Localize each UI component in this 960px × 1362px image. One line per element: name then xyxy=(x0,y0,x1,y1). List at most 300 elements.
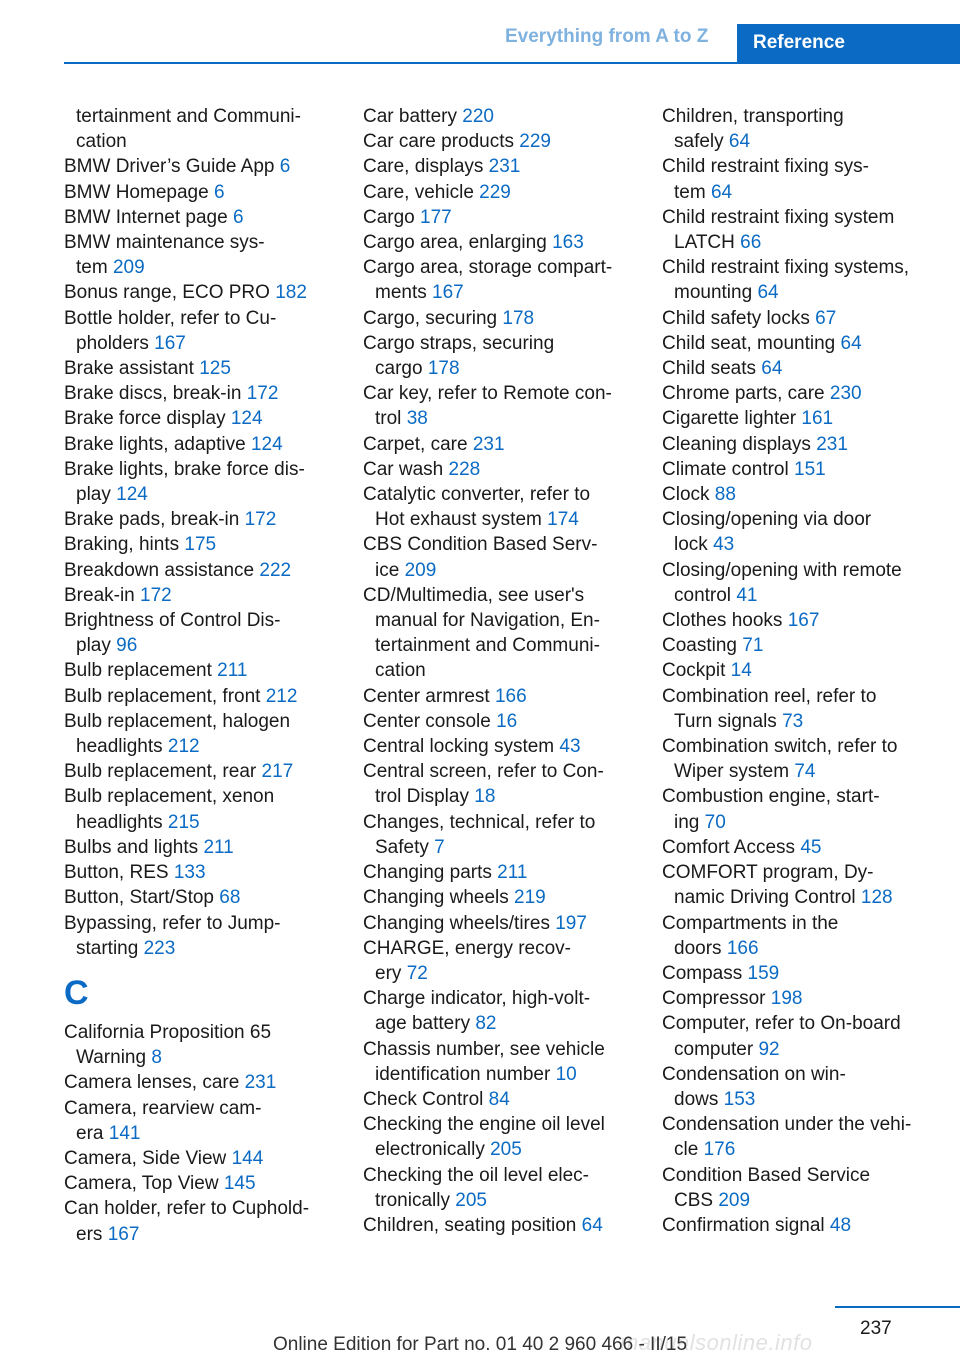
index-entry xyxy=(662,911,932,961)
page-reference-link[interactable]: 211 xyxy=(217,660,248,682)
index-entry-text: Changing wheels xyxy=(363,887,509,909)
page-reference-link[interactable]: 209 xyxy=(404,559,437,581)
page-reference-link[interactable]: 198 xyxy=(770,988,803,1010)
page-reference-link[interactable]: 231 xyxy=(472,433,505,455)
page-reference-link[interactable]: 43 xyxy=(713,534,735,556)
page-reference-link[interactable]: 182 xyxy=(275,282,307,304)
index-entry xyxy=(363,885,633,910)
index-entry xyxy=(662,608,932,633)
index-entry-text: Child restraint fixing systems, xyxy=(662,257,910,279)
page-reference-link[interactable]: 64 xyxy=(710,181,733,203)
page-reference-link[interactable]: 38 xyxy=(406,408,428,430)
index-entry-text: Bulb replacement xyxy=(64,660,212,682)
index-entry-text: BMW Homepage xyxy=(64,181,209,203)
index-entry-text: manual for Navigation, En- xyxy=(375,610,600,632)
index-entry-text: ery xyxy=(375,962,402,984)
index-entry-text: ing xyxy=(674,811,700,833)
index-entry-text: cation xyxy=(76,131,127,153)
index-entry-text: headlights xyxy=(76,736,163,758)
index-entry-text: cargo xyxy=(375,358,423,380)
index-entry-text: Child seats xyxy=(662,358,756,380)
page-reference-link[interactable]: 64 xyxy=(761,358,783,380)
index-entry xyxy=(662,835,932,860)
index-entry-text: Catalytic converter, refer to xyxy=(363,484,591,506)
index-entry-text: Cockpit xyxy=(662,660,726,682)
index-entry-text: BMW maintenance sys- xyxy=(64,232,265,254)
index-entry-text: Coasting xyxy=(662,635,737,657)
page-reference-link[interactable]: 159 xyxy=(747,962,780,984)
page-reference-link[interactable]: 178 xyxy=(502,307,535,329)
index-entry-text: Charge indicator, high-volt- xyxy=(363,988,591,1010)
index-column-3 xyxy=(662,104,932,1238)
index-entry-text: Bulb replacement, front xyxy=(64,685,261,707)
index-entry xyxy=(662,1062,932,1112)
page-reference-link[interactable]: 68 xyxy=(219,887,241,909)
index-entry xyxy=(64,583,334,608)
index-entry-text: Closing/opening with remote xyxy=(662,559,902,581)
index-entry xyxy=(64,306,334,356)
header-reference-tab[interactable]: Reference xyxy=(737,24,960,62)
index-entry-text: Changing wheels/tires xyxy=(363,912,550,934)
page-reference-link[interactable]: 211 xyxy=(203,836,234,858)
index-entry xyxy=(64,1146,334,1171)
index-entry-text: lock xyxy=(674,534,708,556)
page-reference-link[interactable]: 70 xyxy=(704,811,726,833)
index-entry xyxy=(64,104,334,154)
page-reference-link[interactable]: 124 xyxy=(250,433,283,455)
index-entry-text: age battery xyxy=(375,1013,471,1035)
index-entry-text: Child safety locks xyxy=(662,307,810,329)
page-reference-link[interactable]: 176 xyxy=(703,1139,736,1161)
index-entry xyxy=(662,154,932,204)
index-entry-text: Camera lenses, care xyxy=(64,1072,240,1094)
index-entry-text: Carpet, care xyxy=(363,433,468,455)
index-entry-text: Bulbs and lights xyxy=(64,836,199,858)
index-entry xyxy=(64,180,334,205)
index-entry-text: Center console xyxy=(363,710,491,732)
index-entry-text: Cargo area, storage compart- xyxy=(363,257,613,279)
index-entry-text: Clock xyxy=(662,484,710,506)
page-reference-link[interactable]: 6 xyxy=(213,181,225,203)
index-entry-text: Hot exhaust system xyxy=(375,509,542,531)
index-entry-text: Car battery xyxy=(363,106,457,127)
page-reference-link[interactable]: 71 xyxy=(742,635,764,657)
page-reference-link[interactable]: 64 xyxy=(728,131,751,153)
index-entry xyxy=(662,406,932,431)
page-reference-link[interactable]: 124 xyxy=(116,484,148,506)
index-entry-text: ice xyxy=(375,559,400,581)
index-entry-text: Car key, refer to Remote con- xyxy=(363,383,612,405)
index-entry xyxy=(64,608,334,658)
index-entry-text: Compass xyxy=(662,962,743,984)
page-reference-link[interactable]: 172 xyxy=(246,383,279,405)
page-reference-link[interactable]: 16 xyxy=(496,710,518,732)
index-entry xyxy=(363,154,633,179)
index-entry xyxy=(363,331,633,381)
index-entry-text: dows xyxy=(674,1088,719,1110)
index-entry-text: trol Display xyxy=(375,786,469,808)
index-entry-text: Camera, Side View xyxy=(64,1147,227,1169)
page-header xyxy=(0,0,960,64)
page-number: 237 xyxy=(860,1318,892,1339)
page-reference-link[interactable]: 178 xyxy=(427,358,460,380)
page-reference-link[interactable]: 205 xyxy=(455,1189,487,1211)
page-reference-link[interactable]: 163 xyxy=(552,232,584,254)
index-entry-text: mounting xyxy=(674,282,753,304)
page-reference-link[interactable]: 145 xyxy=(223,1173,256,1195)
footer-edition: Online Edition for Part no. 01 40 2 960 466 - II/15 xyxy=(272,1334,688,1355)
index-entry xyxy=(64,911,334,961)
index-entry xyxy=(64,1096,334,1146)
index-entry xyxy=(64,860,334,885)
index-entry-text: Breakdown assistance xyxy=(64,559,255,581)
index-entry xyxy=(662,860,932,910)
index-entry-text: Wiper system xyxy=(674,761,790,783)
index-entry-text: tronically xyxy=(375,1189,450,1211)
index-entry xyxy=(64,1196,334,1246)
page-reference-link[interactable]: 174 xyxy=(547,509,579,531)
index-entry xyxy=(662,1213,932,1238)
index-entry xyxy=(662,986,932,1011)
index-entry xyxy=(662,306,932,331)
index-entry xyxy=(662,1163,932,1213)
index-entry-text: Bypassing, refer to Jump- xyxy=(64,912,281,934)
index-entry xyxy=(64,381,334,406)
index-entry-text: Brake assistant xyxy=(64,358,194,380)
index-entry-text: computer xyxy=(674,1038,754,1060)
page-reference-link[interactable]: 167 xyxy=(107,1223,140,1245)
page-reference-link[interactable]: 172 xyxy=(140,584,172,606)
index-entry-text: era xyxy=(76,1122,104,1144)
header-divider xyxy=(64,62,960,64)
page-reference-link[interactable]: 220 xyxy=(462,106,494,127)
index-entry-text: Turn signals xyxy=(674,710,777,732)
index-entry-text: Child restraint fixing system xyxy=(662,206,895,228)
index-entry-text: tertainment and Communi- xyxy=(375,635,600,657)
page-reference-link[interactable]: 231 xyxy=(488,156,521,178)
index-entry xyxy=(64,784,334,834)
page-reference-link[interactable]: 45 xyxy=(800,836,822,858)
index-entry xyxy=(64,658,334,683)
index-entry-text: Children, transporting xyxy=(662,106,844,127)
index-entry xyxy=(64,1171,334,1196)
index-entry-text: Braking, hints xyxy=(64,534,180,556)
index-entry-text: starting xyxy=(76,937,139,959)
index-entry-text: Camera, Top View xyxy=(64,1173,219,1195)
page-reference-link[interactable]: 231 xyxy=(816,433,848,455)
page-reference-link[interactable]: 177 xyxy=(420,206,452,228)
page-reference-link[interactable]: 141 xyxy=(108,1122,141,1144)
page-reference-link[interactable]: 230 xyxy=(829,383,862,405)
index-entry xyxy=(662,482,932,507)
index-entry xyxy=(363,734,633,759)
index-entry-text: Cargo xyxy=(363,206,415,228)
page-reference-link[interactable]: 151 xyxy=(794,458,826,480)
page-reference-link[interactable]: 64 xyxy=(581,1214,603,1236)
index-entry xyxy=(662,432,932,457)
index-entry-text: Brightness of Control Dis- xyxy=(64,610,281,632)
index-entry xyxy=(64,709,334,759)
page-reference-link[interactable]: 82 xyxy=(475,1013,497,1035)
index-entry-text: Bonus range, ECO PRO xyxy=(64,282,270,304)
page-reference-link[interactable]: 212 xyxy=(265,685,298,707)
index-entry-text: CD/Multimedia, see user's xyxy=(363,584,585,606)
page-reference-link[interactable]: 72 xyxy=(406,962,428,984)
index-entry xyxy=(662,331,932,356)
index-entry-text: Climate control xyxy=(662,458,789,480)
index-entry-text: Condition Based Service xyxy=(662,1164,871,1186)
index-entry-text: doors xyxy=(674,937,722,959)
index-entry xyxy=(363,1037,633,1087)
page-reference-link[interactable]: 167 xyxy=(432,282,464,304)
page-reference-link[interactable]: 215 xyxy=(167,811,200,833)
index-entry xyxy=(662,784,932,834)
index-entry-text: play xyxy=(76,635,111,657)
page-reference-link[interactable]: 64 xyxy=(840,332,862,354)
index-entry xyxy=(363,1163,633,1213)
index-column-1 xyxy=(64,104,334,1247)
index-entry-text: Brake force display xyxy=(64,408,226,430)
index-entry-text: ments xyxy=(375,282,427,304)
page-reference-link[interactable]: 197 xyxy=(555,912,587,934)
index-entry xyxy=(64,759,334,784)
index-entry xyxy=(64,154,334,179)
page-reference-link[interactable]: 209 xyxy=(718,1189,751,1211)
index-entry xyxy=(363,104,633,129)
index-entry-text: Check Control xyxy=(363,1088,484,1110)
page-reference-link[interactable]: 223 xyxy=(143,937,176,959)
index-entry-text: CBS Condition Based Serv- xyxy=(363,534,598,556)
index-entry xyxy=(363,255,633,305)
page-reference-link[interactable]: 6 xyxy=(232,206,244,228)
index-entry-text: trol xyxy=(375,408,402,430)
index-entry-text: Child seat, mounting xyxy=(662,332,836,354)
index-entry-text: Cargo area, enlarging xyxy=(363,232,547,254)
index-entry-text: Central screen, refer to Con- xyxy=(363,761,604,783)
page-reference-link[interactable]: 211 xyxy=(497,862,528,884)
index-entry-text: Center armrest xyxy=(363,685,490,707)
index-entry-text: Cargo straps, securing xyxy=(363,332,555,354)
index-entry xyxy=(363,684,633,709)
index-entry-text: tem xyxy=(674,181,706,203)
index-entry-text: Child restraint fixing sys- xyxy=(662,156,869,178)
index-entry xyxy=(363,936,633,986)
index-entry-text: Combination reel, refer to xyxy=(662,685,877,707)
index-entry xyxy=(64,205,334,230)
index-entry xyxy=(64,432,334,457)
index-entry xyxy=(662,104,932,154)
index-entry xyxy=(363,432,633,457)
index-entry-text: BMW Driver’s Guide App xyxy=(64,156,275,178)
index-entry xyxy=(363,709,633,734)
index-entry-text: Camera, rearview cam- xyxy=(64,1097,262,1119)
index-entry xyxy=(662,205,932,255)
index-entry-text: Bottle holder, refer to Cu- xyxy=(64,307,277,329)
index-entry xyxy=(662,255,932,305)
index-entry-text: Changes, technical, refer to xyxy=(363,811,596,833)
index-entry xyxy=(64,885,334,910)
index-entry-text: CBS xyxy=(674,1189,714,1211)
index-entry xyxy=(363,583,633,684)
index-entry-text: Car care products xyxy=(363,131,515,153)
index-entry-text: ers xyxy=(76,1223,103,1245)
index-entry xyxy=(363,986,633,1036)
page-reference-link[interactable]: 229 xyxy=(479,181,511,203)
page-reference-link[interactable]: 167 xyxy=(787,610,820,632)
index-entry xyxy=(363,911,633,936)
index-entry-text: California Proposition 65 xyxy=(64,1021,272,1043)
index-entry xyxy=(64,406,334,431)
page-reference-link[interactable]: 212 xyxy=(167,736,200,758)
index-entry xyxy=(64,356,334,381)
index-entry-text: Combustion engine, start- xyxy=(662,786,880,808)
index-entry xyxy=(363,532,633,582)
index-entry-text: headlights xyxy=(76,811,163,833)
index-entry xyxy=(363,180,633,205)
page-reference-link[interactable]: 166 xyxy=(494,685,527,707)
page-reference-link[interactable]: 66 xyxy=(740,232,762,254)
page-reference-link[interactable]: 133 xyxy=(173,862,206,884)
index-entry xyxy=(64,684,334,709)
page-reference-link[interactable]: 84 xyxy=(488,1088,510,1110)
page-reference-link[interactable]: 172 xyxy=(244,509,277,531)
index-entry xyxy=(363,457,633,482)
index-entry-text: Checking the engine oil level xyxy=(363,1114,605,1136)
page-reference-link[interactable]: 67 xyxy=(815,307,837,329)
index-entry xyxy=(363,306,633,331)
index-entry xyxy=(363,810,633,860)
page-reference-link[interactable]: 64 xyxy=(757,282,779,304)
page-reference-link[interactable]: 88 xyxy=(714,484,736,506)
index-entry-text: Compressor xyxy=(662,988,766,1010)
index-entry xyxy=(662,658,932,683)
page-reference-link[interactable]: 219 xyxy=(514,887,546,909)
page-reference-link[interactable]: 175 xyxy=(184,534,217,556)
index-entry-text: cation xyxy=(375,660,426,682)
index-entry xyxy=(662,633,932,658)
index-entry-text: Combination switch, refer to xyxy=(662,736,898,758)
index-entry-text: Cleaning displays xyxy=(662,433,811,455)
index-entry-text: namic Driving Control xyxy=(674,887,856,909)
page-reference-link[interactable]: 231 xyxy=(244,1072,277,1094)
index-entry xyxy=(363,860,633,885)
index-entry xyxy=(662,507,932,557)
index-entry xyxy=(363,759,633,809)
index-entry-text: tem xyxy=(76,257,108,279)
page-reference-link[interactable]: 124 xyxy=(230,408,263,430)
index-entry-text: identification number xyxy=(375,1063,551,1085)
index-entry-text: Children, seating position xyxy=(363,1214,577,1236)
page-reference-link[interactable]: 48 xyxy=(829,1214,852,1236)
page-reference-link[interactable]: 41 xyxy=(736,584,758,606)
index-entry-text: Bulb replacement, rear xyxy=(64,761,257,783)
index-entry-text: cle xyxy=(674,1139,699,1161)
index-entry-text: Closing/opening via door xyxy=(662,509,872,531)
index-entry-text: Chassis number, see vehicle xyxy=(363,1038,605,1060)
index-entry-text: control xyxy=(674,584,732,606)
page-reference-link[interactable]: 43 xyxy=(559,736,581,758)
index-entry-text: Checking the oil level elec- xyxy=(363,1164,590,1186)
index-entry xyxy=(64,1020,334,1070)
index-entry-text: Cigarette lighter xyxy=(662,408,797,430)
page-reference-link[interactable]: 209 xyxy=(112,257,145,279)
index-entry xyxy=(64,457,334,507)
page-reference-link[interactable]: 161 xyxy=(801,408,834,430)
index-entry-text: BMW Internet page xyxy=(64,206,228,228)
page-reference-link[interactable]: 6 xyxy=(279,156,291,178)
page-reference-link[interactable]: 228 xyxy=(448,458,481,480)
page-reference-link[interactable]: 8 xyxy=(151,1047,162,1069)
index-entry-text: Condensation under the vehi- xyxy=(662,1114,912,1136)
index-entry-text: Care, displays xyxy=(363,156,484,178)
index-entry-text: Care, vehicle xyxy=(363,181,474,203)
page-reference-link[interactable]: 73 xyxy=(782,710,804,732)
index-entry xyxy=(64,835,334,860)
index-entry-text: electronically xyxy=(375,1139,485,1161)
page-reference-link[interactable]: 153 xyxy=(723,1088,756,1110)
index-entry-text: Button, RES xyxy=(64,862,169,884)
index-entry xyxy=(363,129,633,154)
page-reference-link[interactable]: 125 xyxy=(199,358,231,380)
index-entry-text: Cargo, securing xyxy=(363,307,498,329)
page-reference-link[interactable]: 229 xyxy=(519,131,551,153)
index-entry-text: Condensation on win- xyxy=(662,1063,846,1085)
index-entry-text: Can holder, refer to Cuphold- xyxy=(64,1198,310,1220)
index-entry-text: play xyxy=(76,484,111,506)
page-reference-link[interactable]: 128 xyxy=(860,887,893,909)
index-entry xyxy=(64,1070,334,1095)
page-reference-link[interactable]: 92 xyxy=(758,1038,780,1060)
index-entry-text: Brake lights, brake force dis- xyxy=(64,458,305,480)
index-entry xyxy=(662,1011,932,1061)
page-reference-link[interactable]: 18 xyxy=(474,786,496,808)
index-entry xyxy=(363,205,633,230)
header-section-title: Everything from A to Z xyxy=(505,26,709,47)
page-reference-link[interactable]: 14 xyxy=(730,660,752,682)
index-entry-text: tertainment and Communi- xyxy=(76,106,301,127)
index-entry-text: Brake lights, adaptive xyxy=(64,433,246,455)
index-entry xyxy=(363,1087,633,1112)
index-entry xyxy=(64,558,334,583)
index-entry xyxy=(64,532,334,557)
page-reference-link[interactable]: 74 xyxy=(794,761,816,783)
page-reference-link[interactable]: 144 xyxy=(231,1147,264,1169)
index-letter-heading: C xyxy=(64,973,89,1012)
index-entry-text: Brake pads, break-in xyxy=(64,509,240,531)
index-entry xyxy=(662,457,932,482)
index-entry xyxy=(662,356,932,381)
page-reference-link[interactable]: 96 xyxy=(116,635,138,657)
index-entry xyxy=(363,230,633,255)
page-reference-link[interactable]: 7 xyxy=(434,836,445,858)
index-entry-text: CHARGE, energy recov- xyxy=(363,937,572,959)
index-entry-text: Compartments in the xyxy=(662,912,839,934)
page-reference-link[interactable]: 166 xyxy=(726,937,759,959)
page-reference-link[interactable]: 217 xyxy=(261,761,294,783)
index-entry xyxy=(662,558,932,608)
index-entry-text: safely xyxy=(674,131,724,153)
page-reference-link[interactable]: 222 xyxy=(259,559,292,581)
page-reference-link[interactable]: 205 xyxy=(490,1139,522,1161)
index-entry-text: Central locking system xyxy=(363,736,555,758)
index-entry-text: Bulb replacement, halogen xyxy=(64,710,291,732)
page-reference-link[interactable]: 167 xyxy=(154,332,186,354)
index-entry-text: Confirmation signal xyxy=(662,1214,825,1236)
page-reference-link[interactable]: 10 xyxy=(555,1063,577,1085)
index-entry xyxy=(662,381,932,406)
index-entry-text: Clothes hooks xyxy=(662,610,783,632)
index-entry xyxy=(363,1213,633,1238)
